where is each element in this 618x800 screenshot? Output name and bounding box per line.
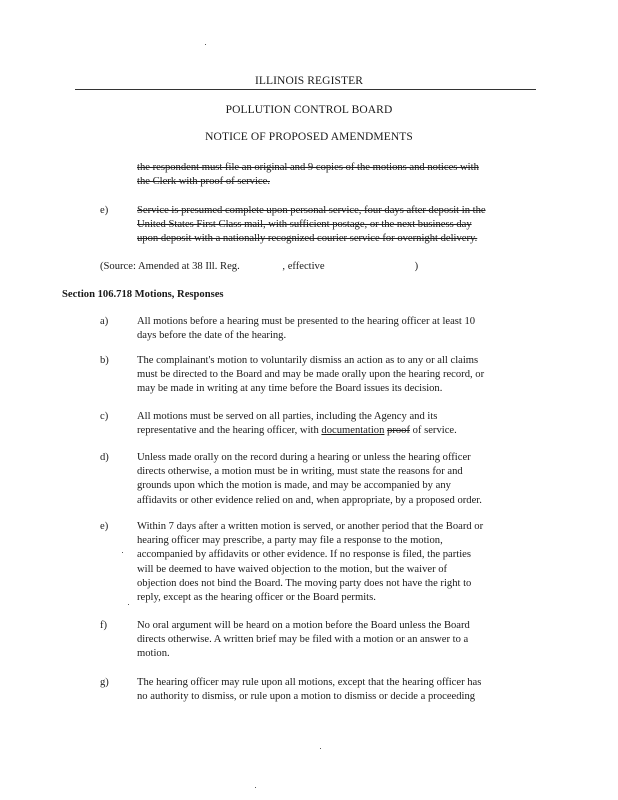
item-d [137,451,482,508]
scan-speck [320,748,321,749]
scan-speck [205,44,206,45]
source-note [100,260,460,274]
item-a [137,315,475,343]
item-line: must be directed to the Board and may be made orally upon the hearing record, or [137,369,485,381]
struck-line: United States First Class mail, with sufficient postage, or the next business day [137,219,472,231]
item-line: motion. [137,648,170,660]
item-e [137,520,483,605]
item-line: will be deemed to have waived objection to the motion, but the waiver of [137,563,448,575]
scan-speck [128,604,129,605]
scan-speck [255,787,256,788]
item-line: affidavits or other evidence relied on and, when appropriate, by a proposed order. [137,494,482,506]
struck-line: Service is presumed complete upon personal service, four days after deposit in the [137,205,486,216]
item-line: directs otherwise. A written brief may be filed with a motion or an answer to a [137,634,469,646]
item-line: All motions must be served on all parties, including the Agency and its [137,411,438,422]
item-line: no authority to dismiss, or rule upon a motion to dismiss or decide a proceeding [137,691,476,703]
item-letter: b) [100,355,109,366]
item-letter: f) [100,620,108,631]
item-line: Unless made orally on the record during a hearing or unless the hearing officer [137,452,471,463]
item-letter: e) [100,521,109,532]
board-title: POLLUTION CONTROL BOARD [225,104,393,116]
item-line: hearing officer may prescribe, a party may file a response to the motion, [137,535,443,547]
section-title: Section 106.718 Motions, Responses [62,289,224,300]
notice-title: NOTICE OF PROPOSED AMENDMENTS [205,131,413,143]
item-line [137,424,457,438]
source-effective: , effective [282,261,325,272]
source-close: ) [414,261,419,272]
item-letter: g) [100,677,109,688]
item-c [137,410,457,438]
struck-item-e [137,204,486,247]
item-line: reply, except as the hearing officer or the Board permits. [137,592,376,604]
text-run: of service. [409,425,457,437]
item-b [137,354,484,397]
register-title: ILLINOIS REGISTER [254,75,364,87]
item-line: The complainant's motion to voluntarily dismiss an action as to any or all claims [137,355,479,366]
item-letter: a) [100,316,109,327]
item-line: grounds upon which the motion is made, and may be accompanied by any [137,480,451,492]
struck-line: upon deposit with a nationally recognized courier service for overnight delivery. [137,233,478,245]
deleted-text: proof [387,425,410,437]
item-line: objection does not bind the Board. The moving party does not have the right to [137,577,472,589]
item-line: accompanied by affidavits or other evidence. If no response is filed, the parties [137,549,471,561]
item-line: The hearing officer may rule upon all motions, except that the hearing officer has [137,677,482,688]
item-g [137,676,481,704]
text-run: representative and the hearing officer, with [137,425,322,437]
item-letter: d) [100,452,109,463]
item-line: No oral argument will be heard on a motion before the Board unless the Board [137,620,470,631]
item-letter: c) [100,411,109,422]
inserted-text: documentation [321,425,385,437]
scan-speck [122,552,123,553]
item-line: Within 7 days after a written motion is served, or another period that the Board or [137,521,484,532]
item-line: directs otherwise, a motion must be in writing, must state the reasons for and [137,466,463,478]
item-letter: e) [100,205,109,216]
continuation-text [137,161,479,189]
header-rule [75,89,536,90]
item-line: All motions before a hearing must be presented to the hearing officer at least 10 [137,316,476,327]
item-f [137,619,470,662]
item-line: may be made in writing at any time before the Board issues its decision. [137,383,443,395]
item-line: days before the date of the hearing. [137,330,287,342]
source-text: (Source: Amended at 38 Ill. Reg. [100,261,243,272]
continuation-line: the respondent must file an original and 9 copies of the motions and notices with [137,162,479,173]
continuation-line: the Clerk with proof of service. [137,176,270,188]
